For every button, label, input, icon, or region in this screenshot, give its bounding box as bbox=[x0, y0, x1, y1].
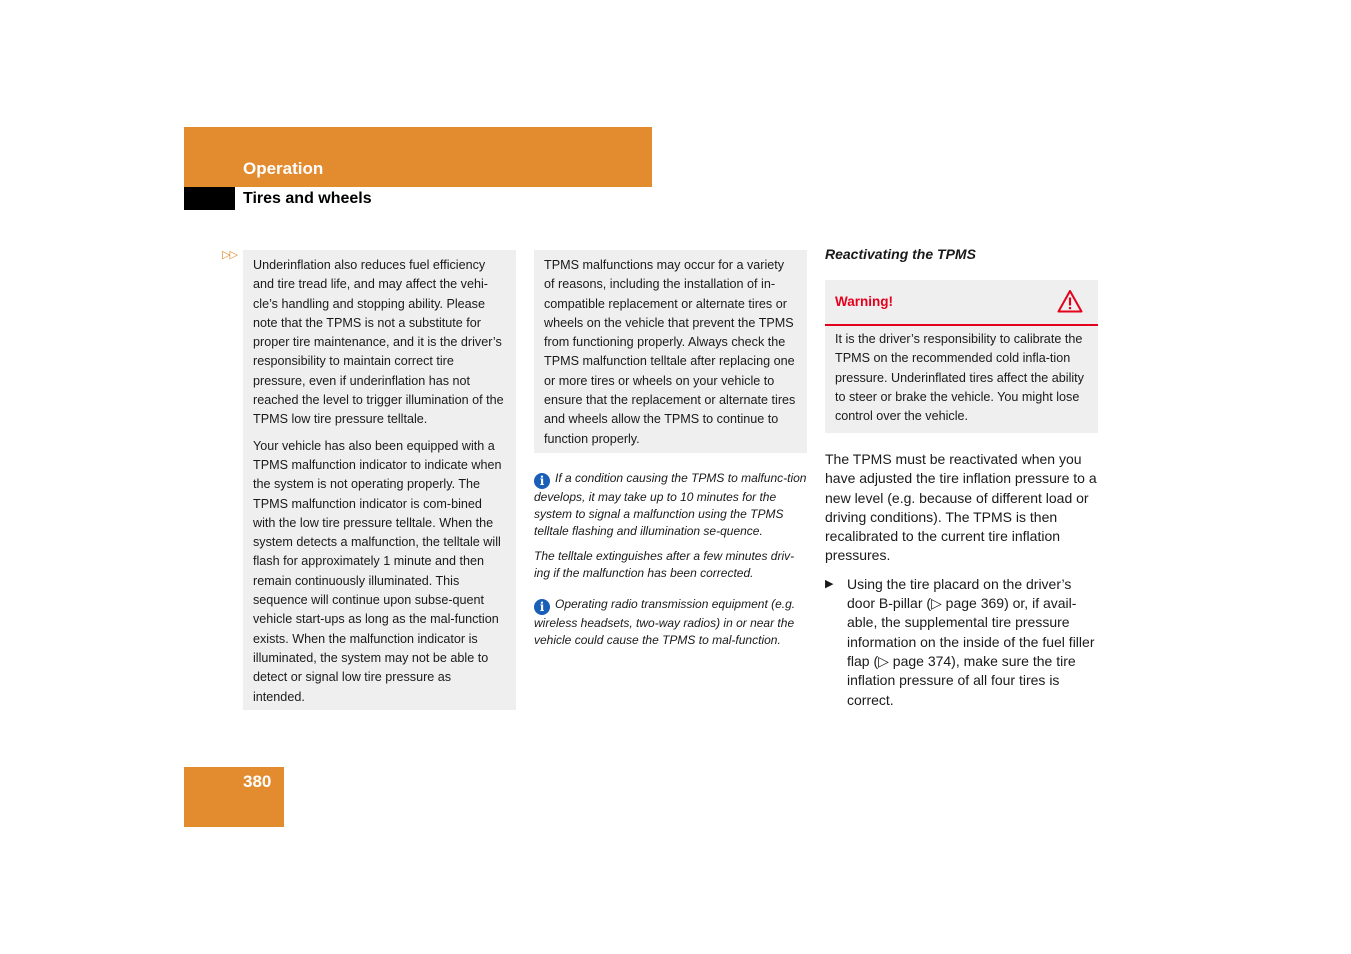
info-note-text: If a condition causing the TPMS to malfunc-tion develops, it may take up to 10 minutes for the system to signal a malfunction using the TPMS telltale flashing and illumination se-quence. bbox=[534, 471, 807, 538]
paragraph: Underinflation also reduces fuel efficiency and tire tread life, and may affect the vehi-cle’s handling and stopping ability. Please note that the TPMS is not a substitute for proper tire maintenance, and it is the driver’s responsibility to maintain correct tire pressure, even if underinflation has not reached the level to trigger illumination of the TPMS low tire pressure telltale. bbox=[253, 258, 504, 427]
instruction-step bbox=[825, 575, 1100, 710]
reactivation-instructions bbox=[825, 450, 1100, 710]
paragraph: TPMS malfunctions may occur for a variety of reasons, including the installation of in-compatible replacement or alternate tires or wheels on the vehicle that prevent the TPMS from functioning properly. Always check the TPMS malfunction telltale after replacing one or more tires or wheels on your vehicle to ensure that the replacement or alternate tires and wheels allow the TPMS to continue to function properly. bbox=[544, 258, 796, 446]
section-title-header: Operation bbox=[243, 159, 324, 178]
subsection-title: Tires and wheels bbox=[243, 190, 372, 207]
info-icon: i bbox=[534, 599, 550, 615]
section-tab-marker bbox=[184, 187, 235, 210]
paragraph: Your vehicle has also been equipped with a TPMS malfunction indicator to indicate when the system is not operating properly. The TPMS malfunction indicator is com-bined with the low tire pressure telltale. When the system detects a malfunction, the telltale will flash for approximately 1 minute and then remain continuously illuminated. This sequence will continue upon subse-quent vehicle start-ups as long as the mal-function exists. When the malfunction indicator is illuminated, the system may not be able to detect or signal low tire pressure as intended. bbox=[253, 438, 502, 704]
info-icon: i bbox=[534, 473, 550, 489]
page-number: 380 bbox=[243, 772, 272, 791]
bullet-arrow-icon: ▶ bbox=[825, 577, 834, 590]
instruction-step-text: Using the tire placard on the driver’s door B-pillar (▷ page 369) or, if avail-able, the supplemental tire pressure information on the inside of the fuel filler flap (▷ page 374), make sure the tire inflation pressure of all four tires is correct. bbox=[847, 575, 1095, 708]
reactivating-tpms-heading: Reactivating the TPMS bbox=[825, 246, 976, 262]
info-note-continuation: The telltale extinguishes after a few minutes driv-ing if the malfunction has been corrected. bbox=[534, 549, 795, 580]
warning-triangle-icon bbox=[1057, 289, 1083, 313]
info-note bbox=[534, 470, 809, 540]
info-note-text: Operating radio transmission equipment (e.g. wireless headsets, two-way radios) in or near the vehicle could cause the TPMS to mal-function. bbox=[534, 597, 796, 647]
column1-gray-box bbox=[243, 250, 516, 710]
paragraph: The TPMS must be reactivated when you have adjusted the tire inflation pressure to a new level (e.g. because of different load or driving conditions). The TPMS is then recalibrated to the current tire inflation pressures. bbox=[825, 451, 1097, 564]
info-note bbox=[534, 596, 809, 649]
info-notes bbox=[534, 470, 809, 657]
warning-header bbox=[825, 280, 1098, 326]
warning-text: It is the driver’s responsibility to calibrate the TPMS on the recommended cold infla-tion pressure. Underinflated tires affect the ability to steer or brake the vehicle. You might lose control over the vehicle. bbox=[835, 332, 1084, 424]
warning-title: Warning! bbox=[835, 294, 893, 309]
warning-box bbox=[825, 280, 1098, 433]
column2-gray-box bbox=[534, 250, 807, 453]
continued-marker: ▷▷ bbox=[222, 249, 237, 261]
